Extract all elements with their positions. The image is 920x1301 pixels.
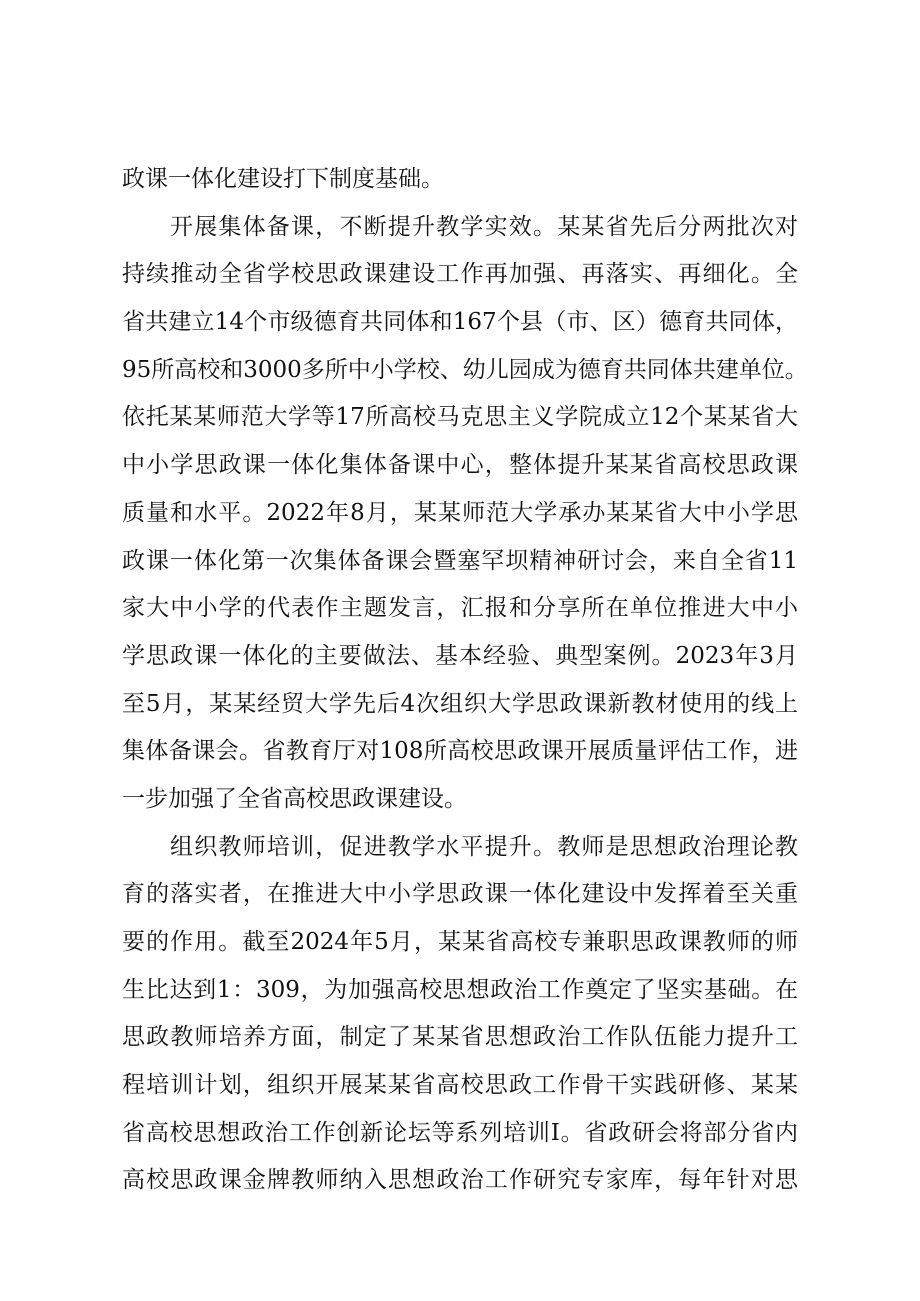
text-line: 一步加强了全省高校思政课建设。 (122, 785, 467, 812)
text-line: 省高校思想政治工作创新论坛等系列培训I。省政研会将部分省内 (122, 1119, 798, 1146)
text-line: 省共建立14个市级德育共同体和167个县（市、区）德育共同体， (122, 309, 798, 336)
text-line: 高校思政课金牌教师纳入思想政治工作研究专家库，每年针对思 (122, 1167, 798, 1194)
text-line: 要的作用。截至2024年5月，某某省高校专兼职思政课教师的师 (122, 929, 798, 955)
text-line: 组织教师培训，促进教学水平提升。教师是思想政治理论教 (170, 833, 798, 860)
text-line: 95所高校和3000多所中小学校、幼儿园成为德育共同体共建单位。 (122, 356, 808, 383)
text-line: 育的落实者，在推进大中小学思政课一体化建设中发挥着至关重 (122, 881, 798, 908)
text-line: 中小学思政课一体化集体备课中心，整体提升某某省高校思政课 (122, 452, 798, 479)
text-line: 思政教师培养方面，制定了某某省思想政治工作队伍能力提升工 (122, 1024, 798, 1051)
text-line: 学思政课一体化的主要做法、基本经验、典型案例。2023年3月 (122, 642, 798, 669)
text-line: 质量和水平。2022年8月，某某师范大学承办某某省大中小学思 (122, 499, 798, 526)
text-line: 持续推动全省学校思政课建设工作再加强、再落实、再细化。全 (122, 261, 798, 288)
text-line: 至5月，某某经贸大学先后4次组织大学思政课新教材使用的线上 (122, 690, 798, 717)
text-line: 程培训计划，组织开展某某省高校思政工作骨干实践研修、某某 (122, 1072, 798, 1099)
document-page (122, 156, 808, 1205)
text-line: 政课一体化建设打下制度基础。 (122, 166, 444, 192)
text-line: 政课一体化第一次集体备课会暨塞罕坝精神研讨会，来自全省11 (122, 547, 798, 574)
text-line: 集体备课会。省教育厅对108所高校思政课开展质量评估工作，进 (122, 738, 798, 765)
text-line: 依托某某师范大学等17所高校马克思主义学院成立12个某某省大 (122, 404, 798, 431)
text-line: 开展集体备课，不断提升教学实效。某某省先后分两批次对 (170, 213, 798, 240)
text-line: 家大中小学的代表作主题发言，汇报和分享所在单位推进大中小 (122, 595, 798, 622)
text-line: 生比达到1：309，为加强高校思想政治工作奠定了坚实基础。在 (122, 976, 798, 1003)
